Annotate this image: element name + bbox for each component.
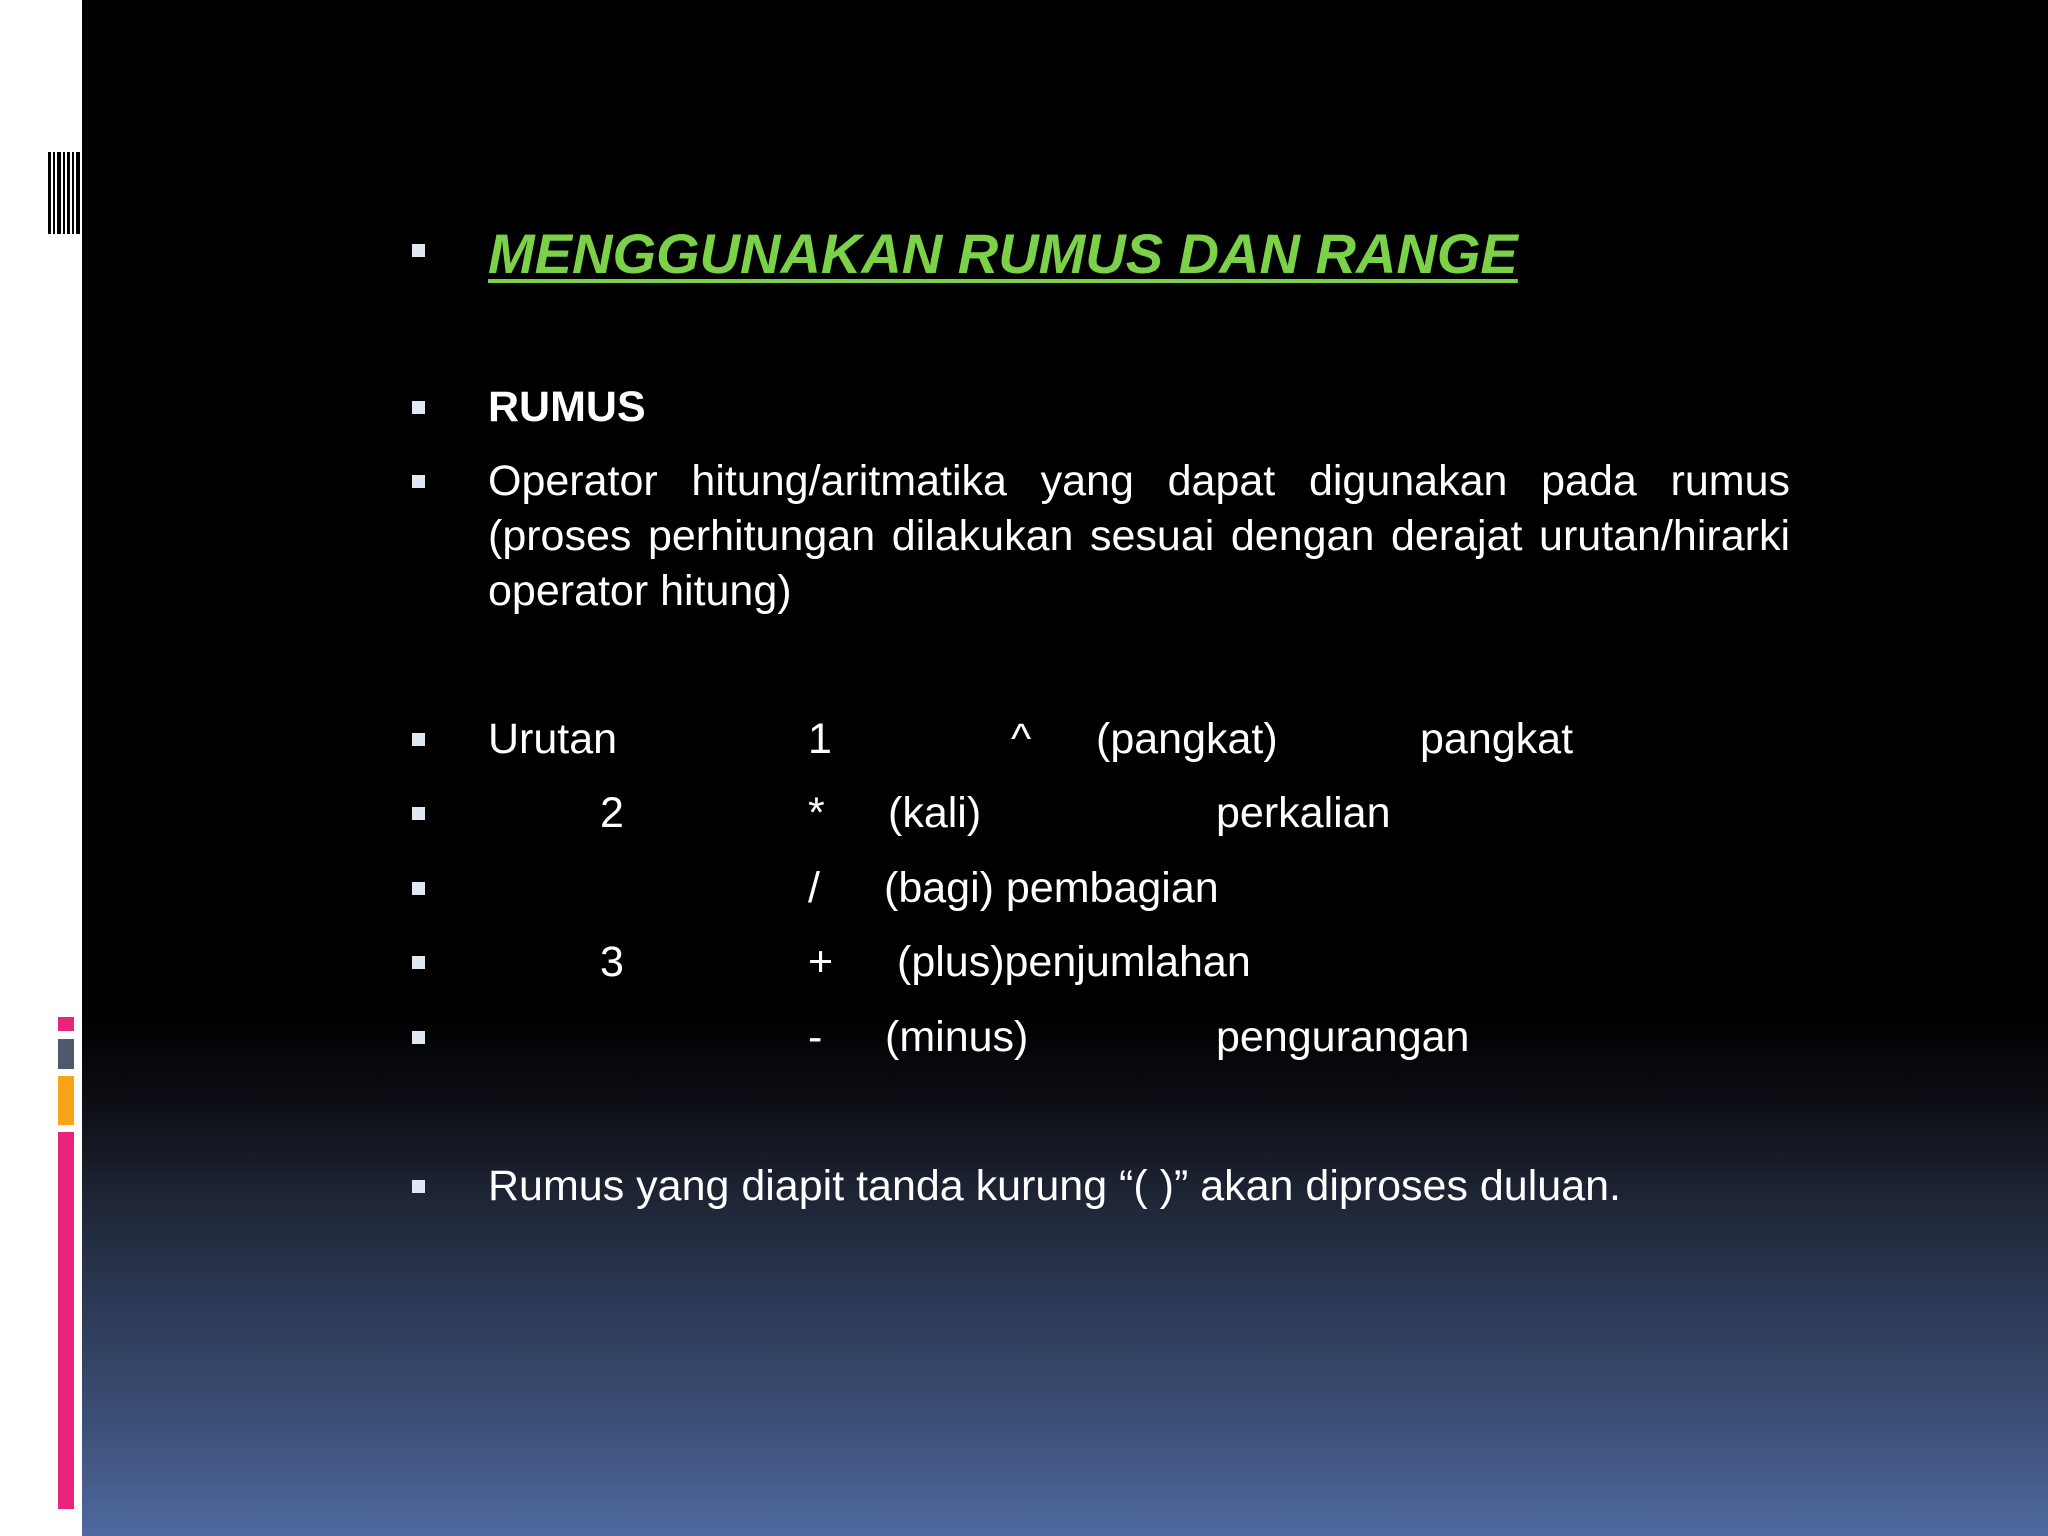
operator-symbol: * bbox=[808, 789, 825, 837]
bullet-icon bbox=[412, 401, 425, 414]
table-label: Urutan bbox=[488, 715, 618, 763]
barcode-decoration bbox=[48, 152, 80, 234]
bullet-icon bbox=[412, 244, 425, 257]
slide-title: MENGGUNAKAN RUMUS DAN RANGE bbox=[488, 222, 1518, 285]
note-text: Rumus yang diapit tanda kurung “( )” akan diproses duluan. bbox=[488, 1162, 1621, 1210]
operator-meaning: perkalian bbox=[1216, 789, 1391, 837]
operator-name: (plus)penjumlahan bbox=[897, 938, 1251, 986]
accent-bar-pink bbox=[58, 1132, 74, 1509]
bullet-icon bbox=[412, 807, 425, 820]
operator-symbol: ^ bbox=[1011, 715, 1032, 763]
description-paragraph: Operator hitung/aritmatika yang dapat digunakan pada rumus (proses perhitungan dilakukan sesuai dengan derajat urutan/hirarki operator hitung) bbox=[488, 457, 1790, 615]
bullet-icon bbox=[412, 733, 425, 746]
bullet-icon bbox=[412, 475, 425, 488]
operator-symbol: / bbox=[808, 864, 820, 912]
operator-name: (pangkat) bbox=[1096, 715, 1278, 763]
bullet-icon bbox=[412, 956, 425, 969]
operator-order: 3 bbox=[600, 938, 624, 986]
operator-order: 2 bbox=[600, 789, 624, 837]
accent-bar-orange bbox=[58, 1076, 74, 1125]
accent-bar-gray bbox=[58, 1039, 74, 1069]
operator-name: (bagi) pembagian bbox=[884, 864, 1219, 912]
section-heading: RUMUS bbox=[488, 383, 646, 431]
operator-symbol: + bbox=[808, 938, 834, 986]
bullet-icon bbox=[412, 882, 425, 895]
operator-name: (kali) bbox=[888, 789, 982, 837]
operator-name: (minus) bbox=[885, 1013, 1029, 1061]
accent-bar-pink-top bbox=[58, 1017, 74, 1031]
operator-meaning: pengurangan bbox=[1216, 1013, 1470, 1061]
bullet-icon bbox=[412, 1031, 425, 1044]
operator-symbol: - bbox=[808, 1013, 823, 1061]
operator-meaning: pangkat bbox=[1420, 715, 1574, 763]
bullet-icon bbox=[412, 1180, 425, 1193]
operator-order: 1 bbox=[808, 715, 832, 763]
